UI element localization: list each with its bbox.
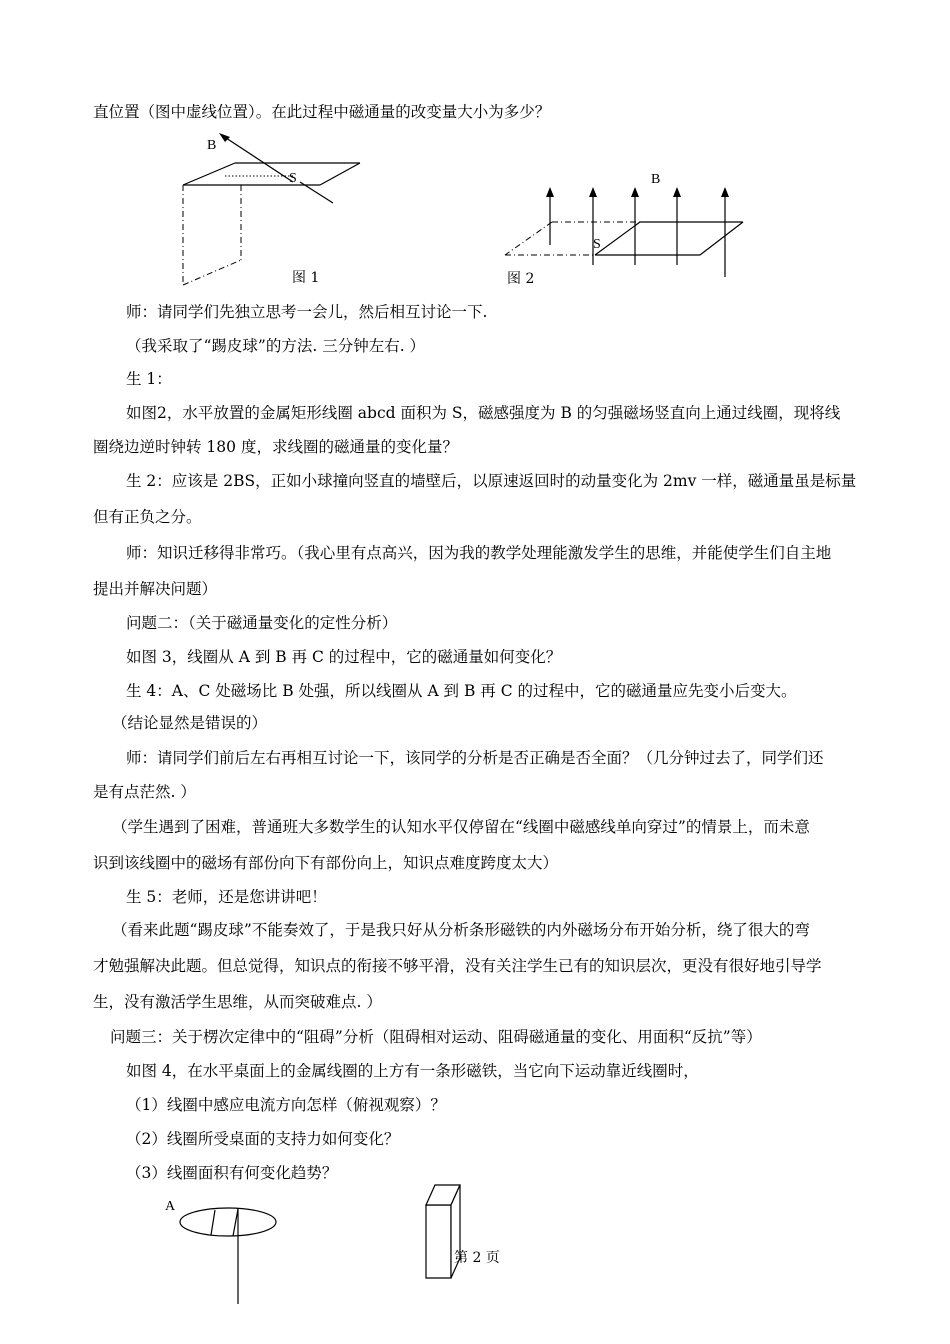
fig1-label-s: S (289, 171, 297, 186)
fig4-coil-mark-1 (211, 1210, 215, 1235)
text-line-20: （看来此题“踢皮球”不能奏效了，于是我只好从分析条形磁铁的内外磁场分布开始分析，绕了很大的弯 (112, 921, 810, 939)
fig4-coil (180, 1208, 276, 1236)
fig1-caption: 图 1 (292, 270, 320, 286)
fig4-label-a: A (165, 1199, 176, 1214)
fig4-coil-mark-2 (233, 1209, 238, 1236)
figure-1 (175, 130, 375, 290)
fig1-b-arrow (223, 136, 293, 182)
text-line-2: 师：请同学们先独立思考一会儿，然后相互讨论一下. (126, 303, 488, 321)
figure-4 (160, 1180, 480, 1310)
fig1-label-b: B (207, 138, 217, 153)
text-line-13: 生 4：A、C 处磁场比 B 处强，所以线圈从 A 到 B 再 C 的过程中，它的磁通量应先变小后变大。 (126, 682, 797, 700)
fig2-dashed-left (505, 222, 552, 255)
text-line-16: 是有点茫然. ） (93, 783, 196, 801)
fig2-loop-left (595, 222, 640, 255)
text-line-26: （2）线圈所受桌面的支持力如何变化？ (126, 1130, 400, 1148)
text-line-17: （学生遇到了困难，普通班大多数学生的认知水平仅停留在“线圈中磁感线单向穿过”的情景上，而未意 (112, 818, 810, 836)
text-line-4: 生 1： (126, 370, 172, 388)
text-line-9: 师：知识迁移得非常巧。（我心里有点高兴，因为我的教学处理能激发学生的思维，并能使学生们自主地 (126, 544, 832, 562)
fig1-dash-bottom (183, 260, 241, 285)
fig1-b-arrowhead (219, 133, 230, 142)
text-line-3: （我采取了“踢皮球”的方法. 三分钟左右. ） (126, 337, 426, 355)
text-line-21: 才勉强解决此题。但总觉得，知识点的衔接不够平滑，没有关注学生已有的知识层次，更没有很好地引导学 (93, 957, 822, 975)
text-line-19: 生 5：老师，还是您讲讲吧！ (126, 888, 327, 906)
text-line-10: 提出并解决问题） (93, 580, 218, 598)
fig2-loop-right (700, 222, 743, 255)
text-line-11: 问题二：（关于磁通量变化的定性分析） (126, 614, 398, 632)
fig2-label-s: S (593, 237, 601, 252)
fig1-plane-left (183, 163, 235, 185)
text-line-1: 直位置（图中虚线位置）。在此过程中磁通量的改变量大小为多少？ (93, 103, 551, 121)
fig4-magnet-front (426, 1205, 451, 1278)
text-line-14: （结论显然是错误的） (112, 714, 268, 732)
text-line-12: 如图 3，线圈从 A 到 B 再 C 的过程中，它的磁通量如何变化？ (126, 648, 562, 666)
fig2-caption: 图 2 (507, 271, 535, 287)
fig2-label-b: B (651, 172, 661, 187)
page-footer: 第 2 页 (454, 1250, 500, 1266)
text-line-25: （1）线圈中感应电流方向怎样（俯视观察）？ (126, 1096, 446, 1114)
text-line-15: 师：请同学们前后左右再相互讨论一下，该同学的分析是否正确是否全面？（几分钟过去了，同学们还 (126, 749, 824, 767)
text-line-24: 如图 4，在水平桌面上的金属线圈的上方有一条形磁铁，当它向下运动靠近线圈时， (126, 1062, 699, 1080)
text-line-27: （3）线圈面积有何变化趋势？ (126, 1164, 338, 1182)
text-line-8: 但有正负之分。 (93, 508, 202, 526)
text-line-22: 生，没有激活学生思维，从而突破难点. ） (93, 993, 382, 1011)
text-line-18: 识到该线圈中的磁场有部份向下有部份向上，知识点难度跨度太大） (93, 854, 559, 872)
fig1-plane-right (320, 163, 360, 185)
text-line-6: 圈绕边逆时钟转 180 度，求线圈的磁通量的变化量？ (93, 438, 458, 456)
text-line-7: 生 2：应该是 2BS，正如小球撞向竖直的墙壁后，以原速返回时的动量变化为 2mv 一样，磁通量虽是标量 (126, 472, 857, 490)
fig2-field-lines (546, 187, 729, 277)
text-line-5: 如图2，水平放置的金属矩形线圈 abcd 面积为 S，磁感强度为 B 的匀强磁场竖直向上通过线圈，现将线 (126, 404, 841, 422)
text-line-23: 问题三：关于楞次定律中的“阻碍”分析（阻碍相对运动、阻碍磁通量的变化、用面积“反抗”等） (110, 1028, 762, 1046)
figure-2 (495, 165, 755, 290)
